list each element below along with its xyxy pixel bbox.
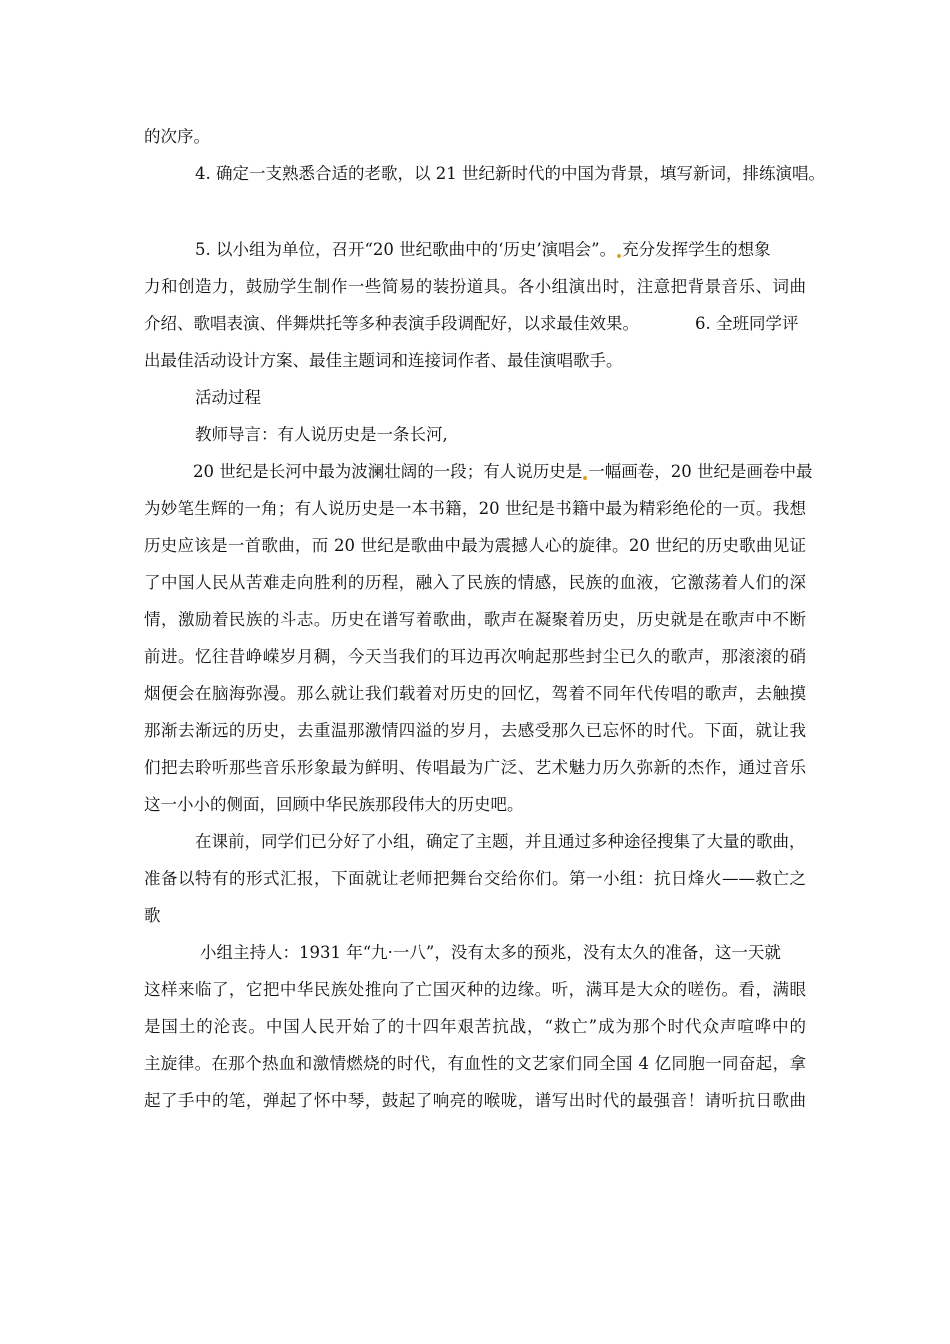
text-line: 这一小小的侧面，回顾中华民族那段伟大的历史吧。 [144,795,524,814]
text-segment: 20 世纪是长河中最为波澜壮阔的一段；有人说历史是 [193,462,583,481]
text-segment: 6. 全班同学评 [695,314,799,333]
text-line: 力和创造力，鼓励学生制作一些简易的装扮道具。各小组演出时，注意把背景音乐、词曲 [144,277,806,296]
text-line: 们把去聆听那些音乐形象最为鲜明、传唱最为广泛、艺术魅力历久弥新的杰作，通过音乐 [144,758,806,777]
text-line: 教师导言：有人说历史是一条长河, [195,425,448,444]
text-segment: 5. 以小组为单位，召开“20 世纪歌曲中的‘历史’演唱会”。 [195,240,617,259]
text-segment: 介绍、歌唱表演、伴舞烘托等多种表演手段调配好，以求最佳效果。 [144,314,639,333]
text-line: 历史应该是一首歌曲，而 20 世纪是歌曲中最为震撼人心的旋律。20 世纪的历史歌曲见证 [144,536,806,555]
text-line [193,461,813,483]
text-line: 准备以特有的形式汇报，下面就让老师把舞台交给你们。第一小组：抗日烽火——救亡之 [144,869,806,888]
text-line [144,313,799,335]
section-heading: 活动过程 [195,388,261,407]
text-line: 歌 [144,906,161,925]
text-line: 情，激励着民族的斗志。历史在谱写着歌曲，歌声在凝聚着历史，历史就是在歌声中不断 [144,610,806,629]
text-line: 那渐去渐远的历史，去重温那激情四溢的岁月，去感受那久已忘怀的时代。下面，就让我 [144,721,806,740]
text-segment: 一幅画卷，20 世纪是画卷中最 [588,462,813,481]
text-line: 是国土的沦丧。中国人民开始了的十四年艰苦抗战，“救亡”成为那个时代众声喧哗中的 [144,1017,806,1036]
text-line: 主旋律。在那个热血和激情燃烧的时代，有血性的文艺家们同全国 4 亿同胞一同奋起，拿 [144,1054,806,1073]
text-line: 为妙笔生辉的一角；有人说历史是一本书籍，20 世纪是书籍中最为精彩绝伦的一页。我想 [144,499,806,518]
highlight-mark [583,476,587,480]
text-line [195,239,771,261]
text-line: 4. 确定一支熟悉合适的老歌，以 21 世纪新时代的中国为背景，填写新词，排练演唱。 [195,164,825,183]
text-line: 起了手中的笔，弹起了怀中琴，鼓起了响亮的喉咙，谱写出时代的最强音！请听抗日歌曲 [144,1091,806,1110]
highlight-mark [617,254,621,258]
text-line: 小组主持人：1931 年“九·一八”，没有太多的预兆，没有太久的准备，这一天就 [200,943,781,962]
text-segment: 充分发挥学生的想象 [622,240,771,259]
text-line: 在课前，同学们已分好了小组，确定了主题，并且通过多种途径搜集了大量的歌曲， [195,832,806,851]
text-line: 的次序。 [144,127,210,146]
text-line: 这样来临了，它把中华民族处推向了亡国灭种的边缘。听，满耳是大众的嗟伤。看，满眼 [144,980,806,999]
text-line: 前进。忆往昔峥嵘岁月稠，今天当我们的耳边再次响起那些封尘已久的歌声，那滚滚的硝 [144,647,806,666]
text-line: 了中国人民从苦难走向胜利的历程，融入了民族的情感，民族的血液，它激荡着人们的深 [144,573,806,592]
text-line: 烟便会在脑海弥漫。那么就让我们载着对历史的回忆，驾着不同年代传唱的歌声，去触摸 [144,684,806,703]
text-line: 出最佳活动设计方案、最佳主题词和连接词作者、最佳演唱歌手。 [144,351,623,370]
